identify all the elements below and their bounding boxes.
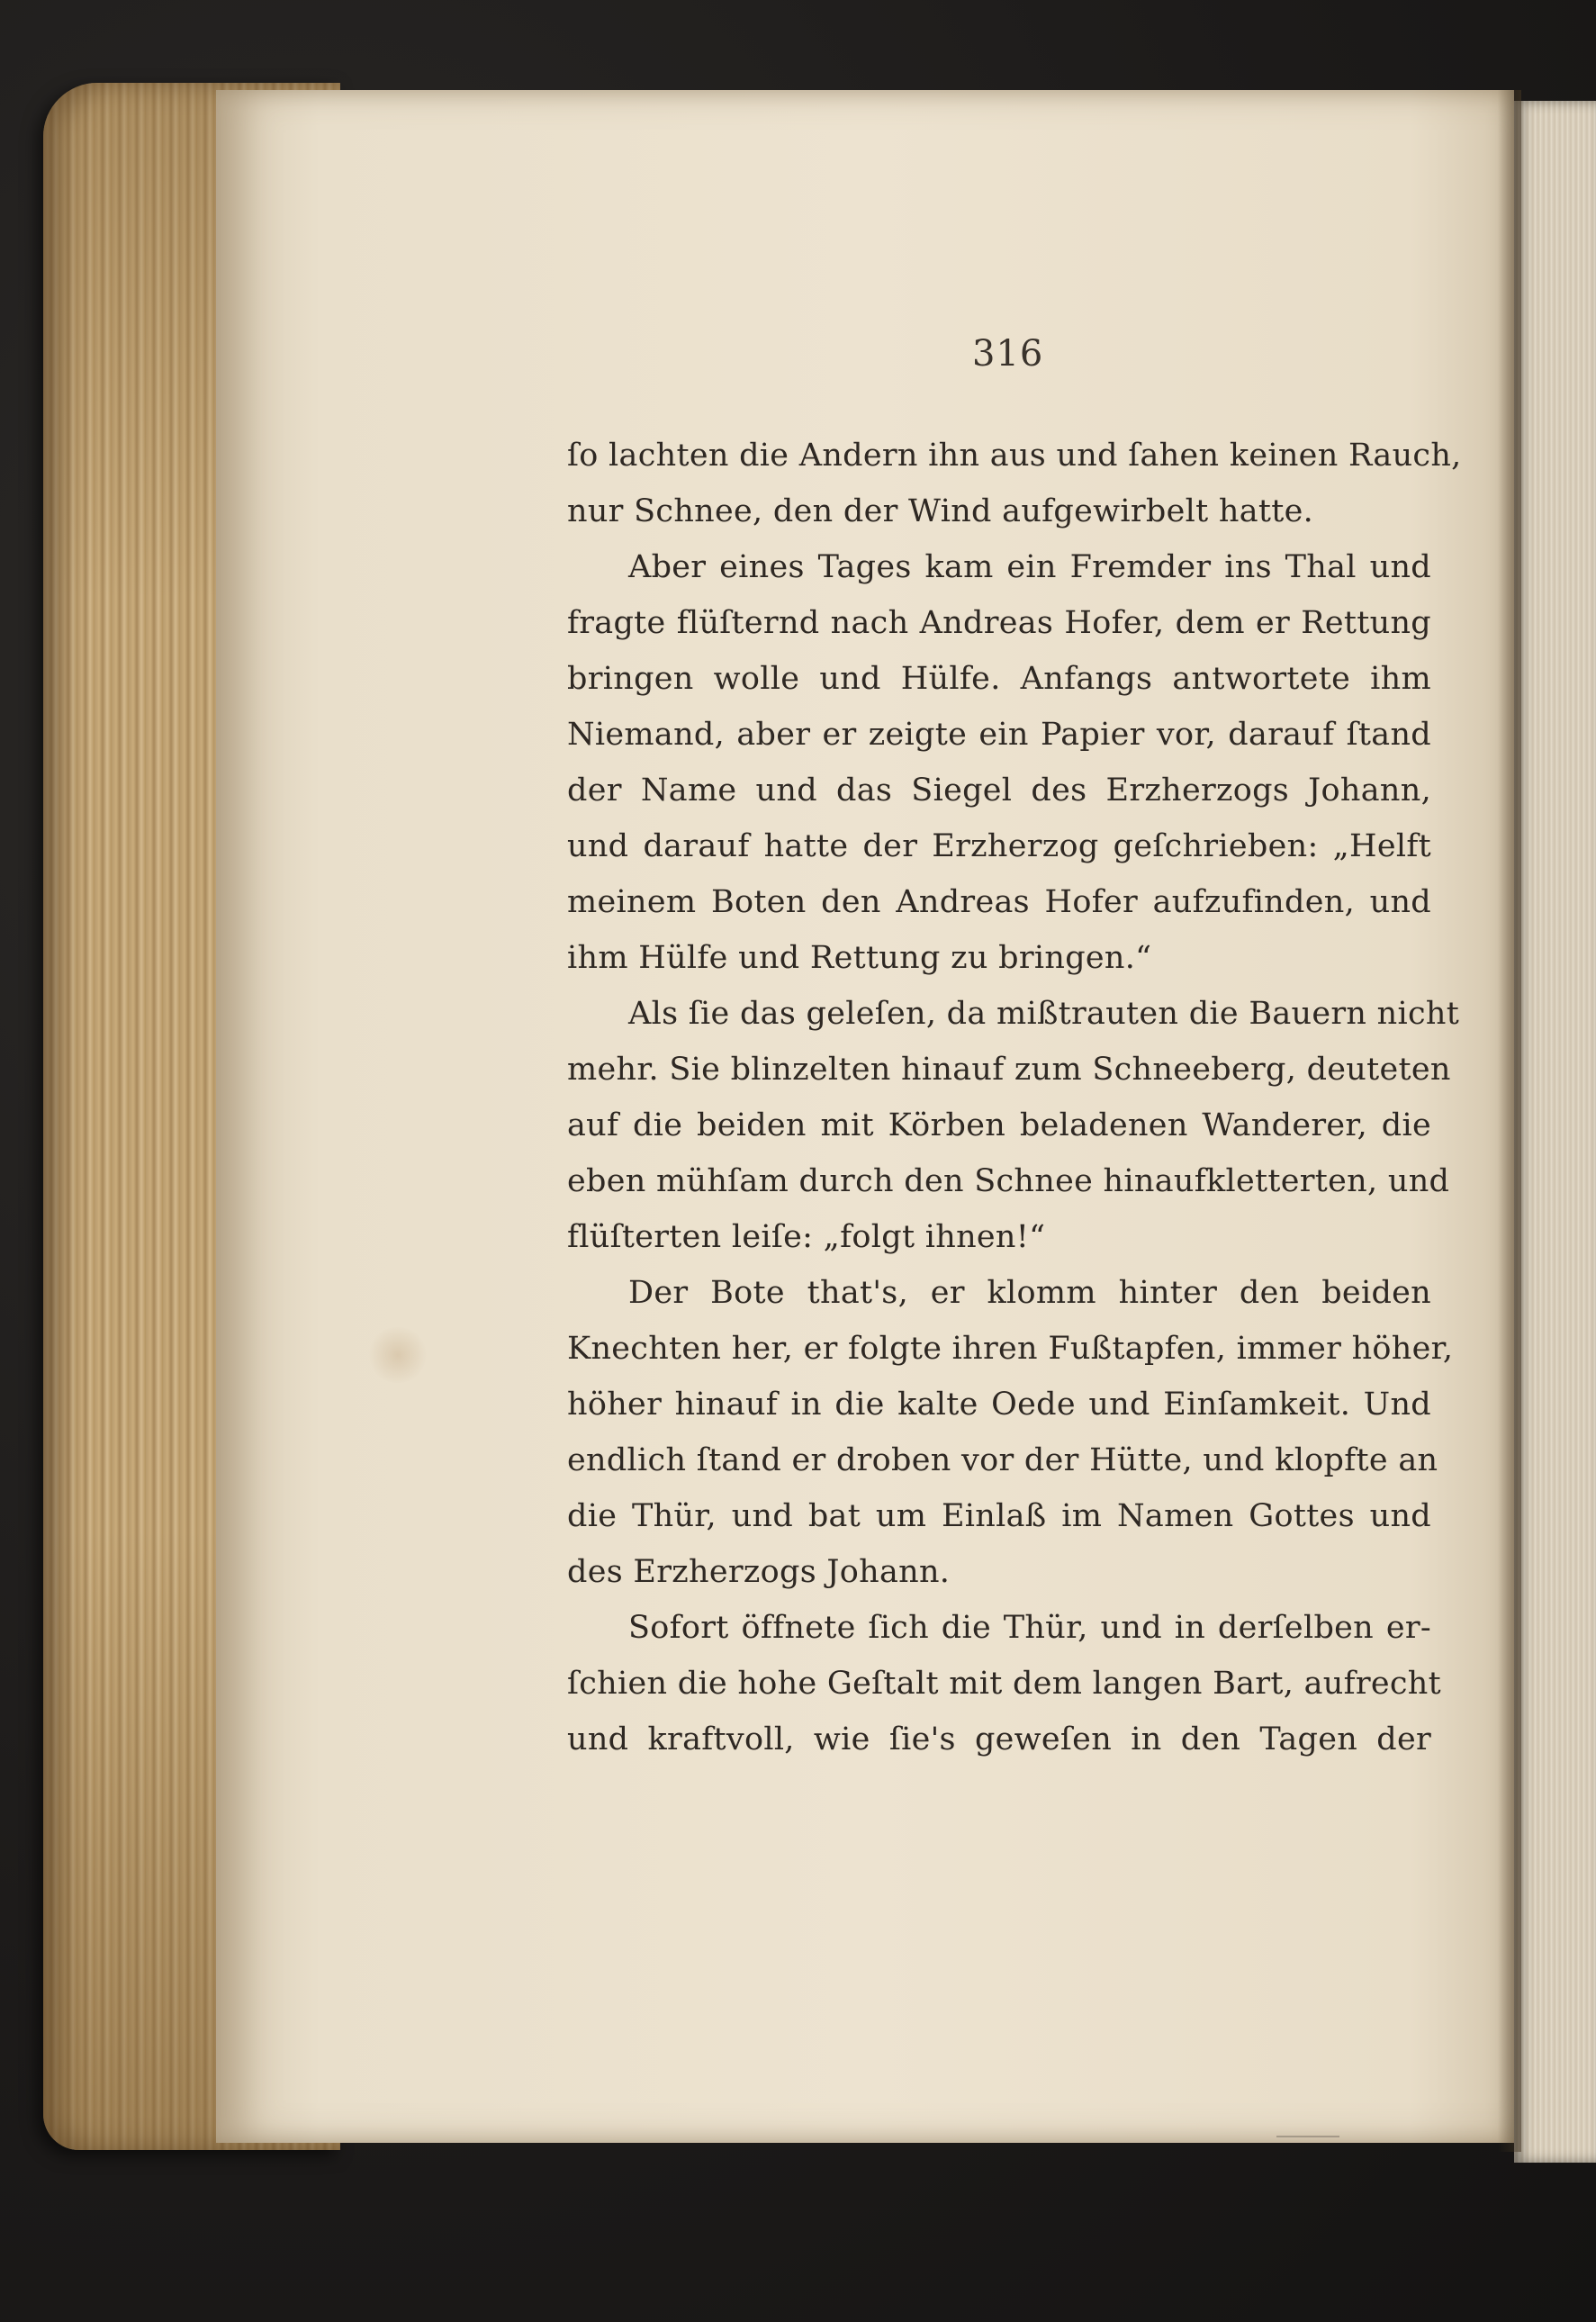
text-line: fragte flüſternd nach Andreas Hofer, dem er Rettung [567, 605, 1431, 641]
text-line: Der Bote that's, er klomm hinter den beiden [628, 1275, 1431, 1311]
text-line: eben mühſam durch den Schnee hinaufkletterten, und [567, 1163, 1450, 1199]
text-line: meinem Boten den Andreas Hofer aufzufinden, und [567, 884, 1431, 920]
text-line: flüſterten leiſe: „folgt ihnen!“ [567, 1219, 1046, 1255]
text-line: Sofort öffnete ſich die Thür, und in derſelben er- [628, 1610, 1431, 1646]
page-stain [367, 1327, 428, 1383]
body-text [567, 428, 1462, 1767]
pencil-mark [1276, 2136, 1339, 2154]
text-line: auf die beiden mit Körben beladenen Wanderer, die [567, 1107, 1431, 1143]
text-line: der Name und das Siegel des Erzherzogs Johann, [567, 772, 1431, 809]
text-line: Aber eines Tages kam ein Fremder ins Thal und [628, 549, 1431, 585]
text-line: höher hinauf in die kalte Oede und Einſamkeit. Und [567, 1387, 1431, 1423]
text-line: ihm Hülfe und Rettung zu bringen.“ [567, 940, 1152, 976]
text-line: mehr. Sie blinzelten hinauf zum Schneeberg, deuteten [567, 1052, 1451, 1088]
text-line: ſo lachten die Andern ihn aus und ſahen keinen Rauch, [567, 438, 1462, 474]
text-line: ſchien die hohe Geſtalt mit dem langen Bart, aufrecht [567, 1666, 1441, 1702]
text-line: die Thür, und bat um Einlaß im Namen Gottes und [567, 1498, 1431, 1534]
text-line: und darauf hatte der Erzherzog geſchrieben: „Helft [567, 828, 1431, 864]
text-line: und kraftvoll, wie ſie's geweſen in den Tagen der [567, 1721, 1431, 1757]
book-gutter [1498, 90, 1521, 2152]
text-line: endlich ſtand er droben vor der Hütte, und klopfte an [567, 1442, 1438, 1478]
text-line: des Erzherzogs Johann. [567, 1554, 951, 1590]
text-line: Niemand, aber er zeigte ein Papier vor, darauf ſtand [567, 717, 1431, 753]
text-line: nur Schnee, den der Wind aufgewirbelt hatte. [567, 493, 1314, 529]
page-number: 316 [972, 333, 1044, 375]
text-line: Knechten her, er folgte ihren Fußtapfen, immer höher, [567, 1331, 1454, 1367]
opposite-page-edge [1514, 101, 1596, 2163]
text-line: Als ſie das geleſen, da mißtrauten die Bauern nicht [628, 996, 1460, 1032]
text-line: bringen wolle und Hülfe. Anfangs antwortete ihm [567, 661, 1431, 697]
